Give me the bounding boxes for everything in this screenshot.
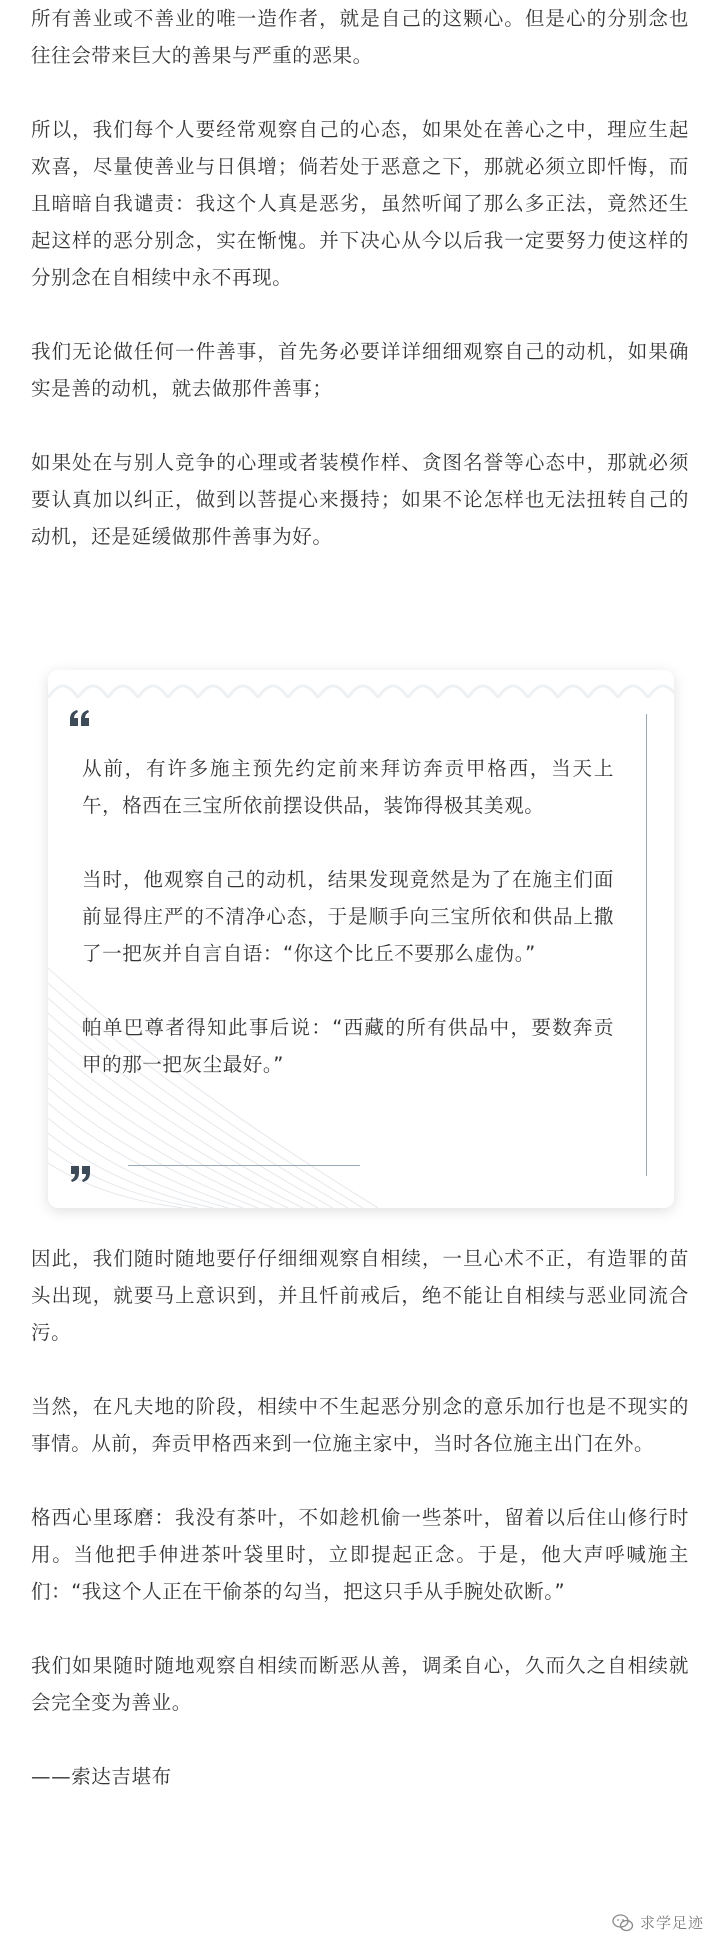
closing-paragraph-3: 格西心里琢磨：我没有茶叶，不如趁机偷一些茶叶，留着以后住山修行时用。当他把手伸进茶叶袋里时，立即提起正念。于是，他大声呼喊施主们：“我这个人正在干偷茶的勾当，把这只手从手腕处砍断。”	[31, 1506, 689, 1603]
quote-paragraph-2: 当时，他观察自己的动机，结果发现竟然是为了在施主们面前显得庄严的不清净心态，于是顺手向三宝所依和供品上撒了一把灰并自言自语：“你这个比丘不要那么虚伪。”	[82, 868, 614, 965]
wechat-icon	[612, 1913, 634, 1933]
scalloped-border-decoration	[48, 670, 674, 698]
watermark	[612, 1912, 704, 1933]
intro-paragraph-4: 如果处在与别人竞争的心理或者装模作样、贪图名誉等心态中，那就必须要认真加以纠正，做到以菩提心来摄持；如果不论怎样也无法扭转自己的动机，还是延缓做那件善事为好。	[31, 451, 689, 548]
card-right-divider	[646, 714, 647, 1176]
quote-card	[48, 670, 674, 1208]
open-quote-icon	[68, 708, 92, 728]
intro-paragraph-3: 我们无论做任何一件善事，首先务必要详详细细观察自己的动机，如果确实是善的动机，就去做那件善事；	[31, 340, 689, 400]
watermark-text: 求学足迹	[639, 1914, 704, 1932]
article-closing	[31, 1240, 689, 1795]
closing-paragraph-2: 当然，在凡夫地的阶段，相续中不生起恶分别念的意乐加行也是不现实的事情。从前，奔贡甲格西来到一位施主家中，当时各位施主出门在外。	[31, 1395, 689, 1455]
close-quote-icon	[68, 1164, 92, 1184]
article-intro	[31, 0, 689, 555]
author-signature: ——索达吉堪布	[31, 1765, 172, 1788]
intro-paragraph-2: 所以，我们每个人要经常观察自己的心态，如果处在善心之中，理应生起欢喜，尽量使善业与日俱增；倘若处于恶意之下，那就必须立即忏悔，而且暗暗自我谴责：我这个人真是恶劣，虽然听闻了那么多正法，竟然还生起这样的恶分别念，实在惭愧。并下决心从今以后我一定要努力使这样的分别念在自相续中永不再现。	[31, 118, 689, 289]
closing-paragraph-1: 因此，我们随时随地要仔仔细细观察自相续，一旦心术不正，有造罪的苗头出现，就要马上意识到，并且忏前戒后，绝不能让自相续与恶业同流合污。	[31, 1247, 689, 1344]
card-bottom-divider	[128, 1165, 360, 1166]
quote-paragraph-3: 帕单巴尊者得知此事后说：“西藏的所有供品中，要数奔贡甲的那一把灰尘最好。”	[82, 1016, 614, 1076]
quote-paragraph-1: 从前，有许多施主预先约定前来拜访奔贡甲格西，当天上午，格西在三宝所依前摆设供品，装饰得极其美观。	[82, 757, 614, 817]
quote-text	[82, 750, 614, 1083]
intro-paragraph-1: 所有善业或不善业的唯一造作者，就是自己的这颗心。但是心的分别念也往往会带来巨大的善果与严重的恶果。	[31, 7, 689, 67]
closing-paragraph-4: 我们如果随时随地观察自相续而断恶从善，调柔自心，久而久之自相续就会完全变为善业。	[31, 1654, 689, 1714]
